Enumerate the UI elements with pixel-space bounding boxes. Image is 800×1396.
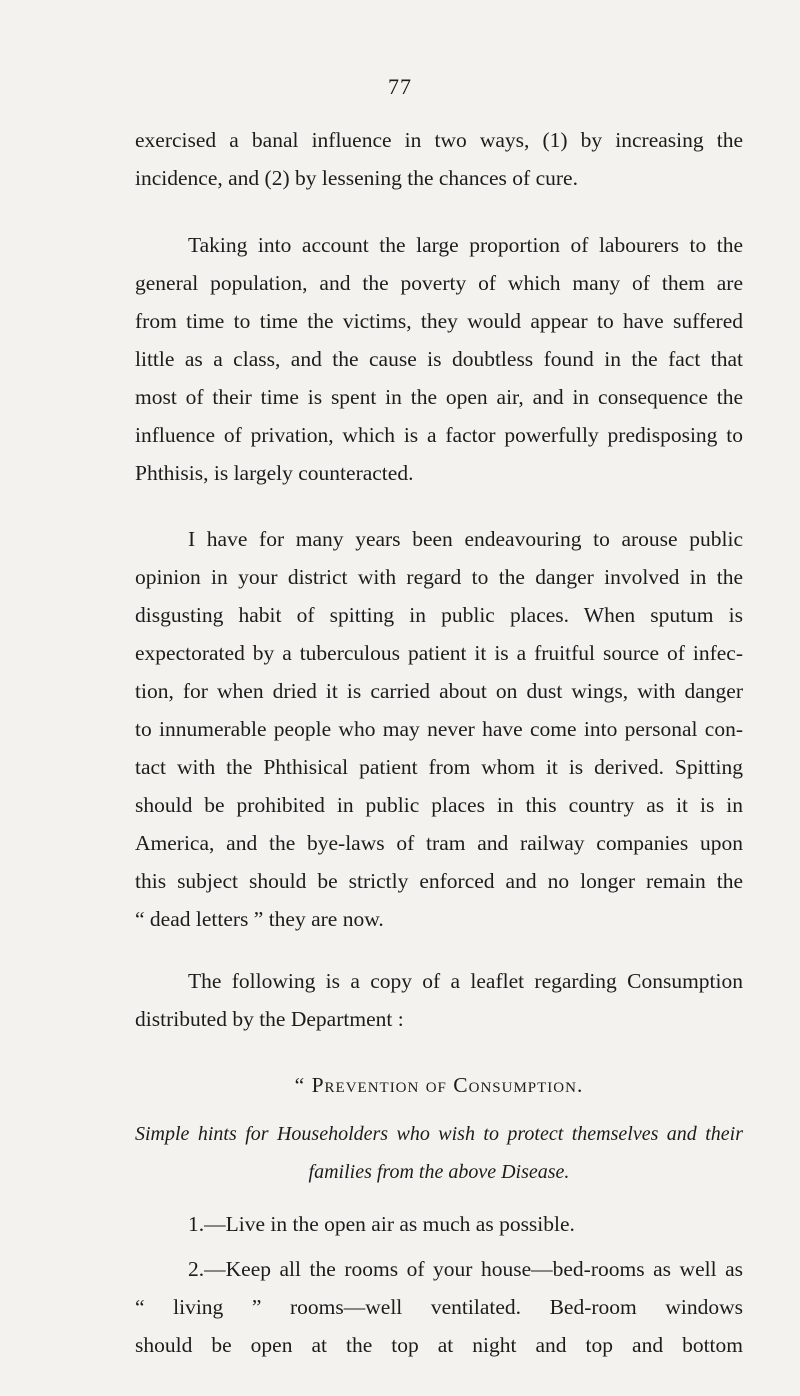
leaflet-item-2 <box>135 1250 743 1364</box>
list-item-line: “ living ” rooms—well ventilated. Bed-room windows <box>135 1295 743 1319</box>
paragraph-line: distributed by the Department : <box>135 1007 404 1031</box>
paragraph-line: influence of privation, which is a factor powerfully predisposing to <box>135 423 743 447</box>
paragraph-line: little as a class, and the cause is doubtless found in the fact that <box>135 347 743 371</box>
subtitle-line: families from the above Disease. <box>308 1161 570 1183</box>
paragraph-line: Phthisis, is largely counteracted. <box>135 461 414 485</box>
paragraph-line: tion, for when dried it is carried about on dust wings, with danger <box>135 679 743 703</box>
paragraph-line: most of their time is spent in the open air, and in consequence the <box>135 385 743 409</box>
paragraph-1 <box>135 121 743 197</box>
paragraph-line: general population, and the poverty of which many of them are <box>135 271 743 295</box>
paragraph-line: this subject should be strictly enforced and no longer remain the <box>135 869 743 893</box>
paragraph-line: incidence, and (2) by lessening the chances of cure. <box>135 166 578 190</box>
paragraph-line: exercised a banal influence in two ways, (1) by increasing the <box>135 128 743 152</box>
subtitle-line: Simple hints for Householders who wish to protect themselves and their <box>135 1123 743 1145</box>
paragraph-line: I have for many years been endeavouring to arouse public <box>188 527 743 551</box>
paragraph-line: “ dead letters ” they are now. <box>135 907 384 931</box>
list-item-line: 1.—Live in the open air as much as possible. <box>188 1212 575 1236</box>
paragraph-line: opinion in your district with regard to the danger involved in the <box>135 565 743 589</box>
page-number: 77 <box>388 74 412 99</box>
leaflet-heading <box>135 1066 743 1104</box>
paragraph-line: Taking into account the large proportion of labourers to the <box>188 233 743 257</box>
leaflet-subtitle <box>135 1115 743 1191</box>
paragraph-line: disgusting habit of spitting in public places. When sputum is <box>135 603 743 627</box>
paragraph-line: The following is a copy of a leaflet regarding Consumption <box>188 969 743 993</box>
paragraph-2 <box>135 226 743 492</box>
paragraph-line: to innumerable people who may never have come into personal con- <box>135 717 743 741</box>
list-item-line: should be open at the top at night and top and bottom <box>135 1333 743 1357</box>
leaflet-item-1 <box>135 1205 743 1243</box>
list-item-line: 2.—Keep all the rooms of your house—bed-rooms as well as <box>188 1257 743 1281</box>
paragraph-line: should be prohibited in public places in this country as it is in <box>135 793 743 817</box>
paragraph-3 <box>135 520 743 938</box>
paragraph-line: expectorated by a tuberculous patient it is a fruitful source of infec- <box>135 641 743 665</box>
paragraph-4 <box>135 962 743 1038</box>
paragraph-line: from time to time the victims, they would appear to have suffered <box>135 309 743 333</box>
leaflet-title: “ Prevention of Consumption. <box>294 1073 584 1097</box>
paragraph-line: tact with the Phthisical patient from whom it is derived. Spitting <box>135 755 743 779</box>
paragraph-line: America, and the bye-laws of tram and railway companies upon <box>135 831 743 855</box>
